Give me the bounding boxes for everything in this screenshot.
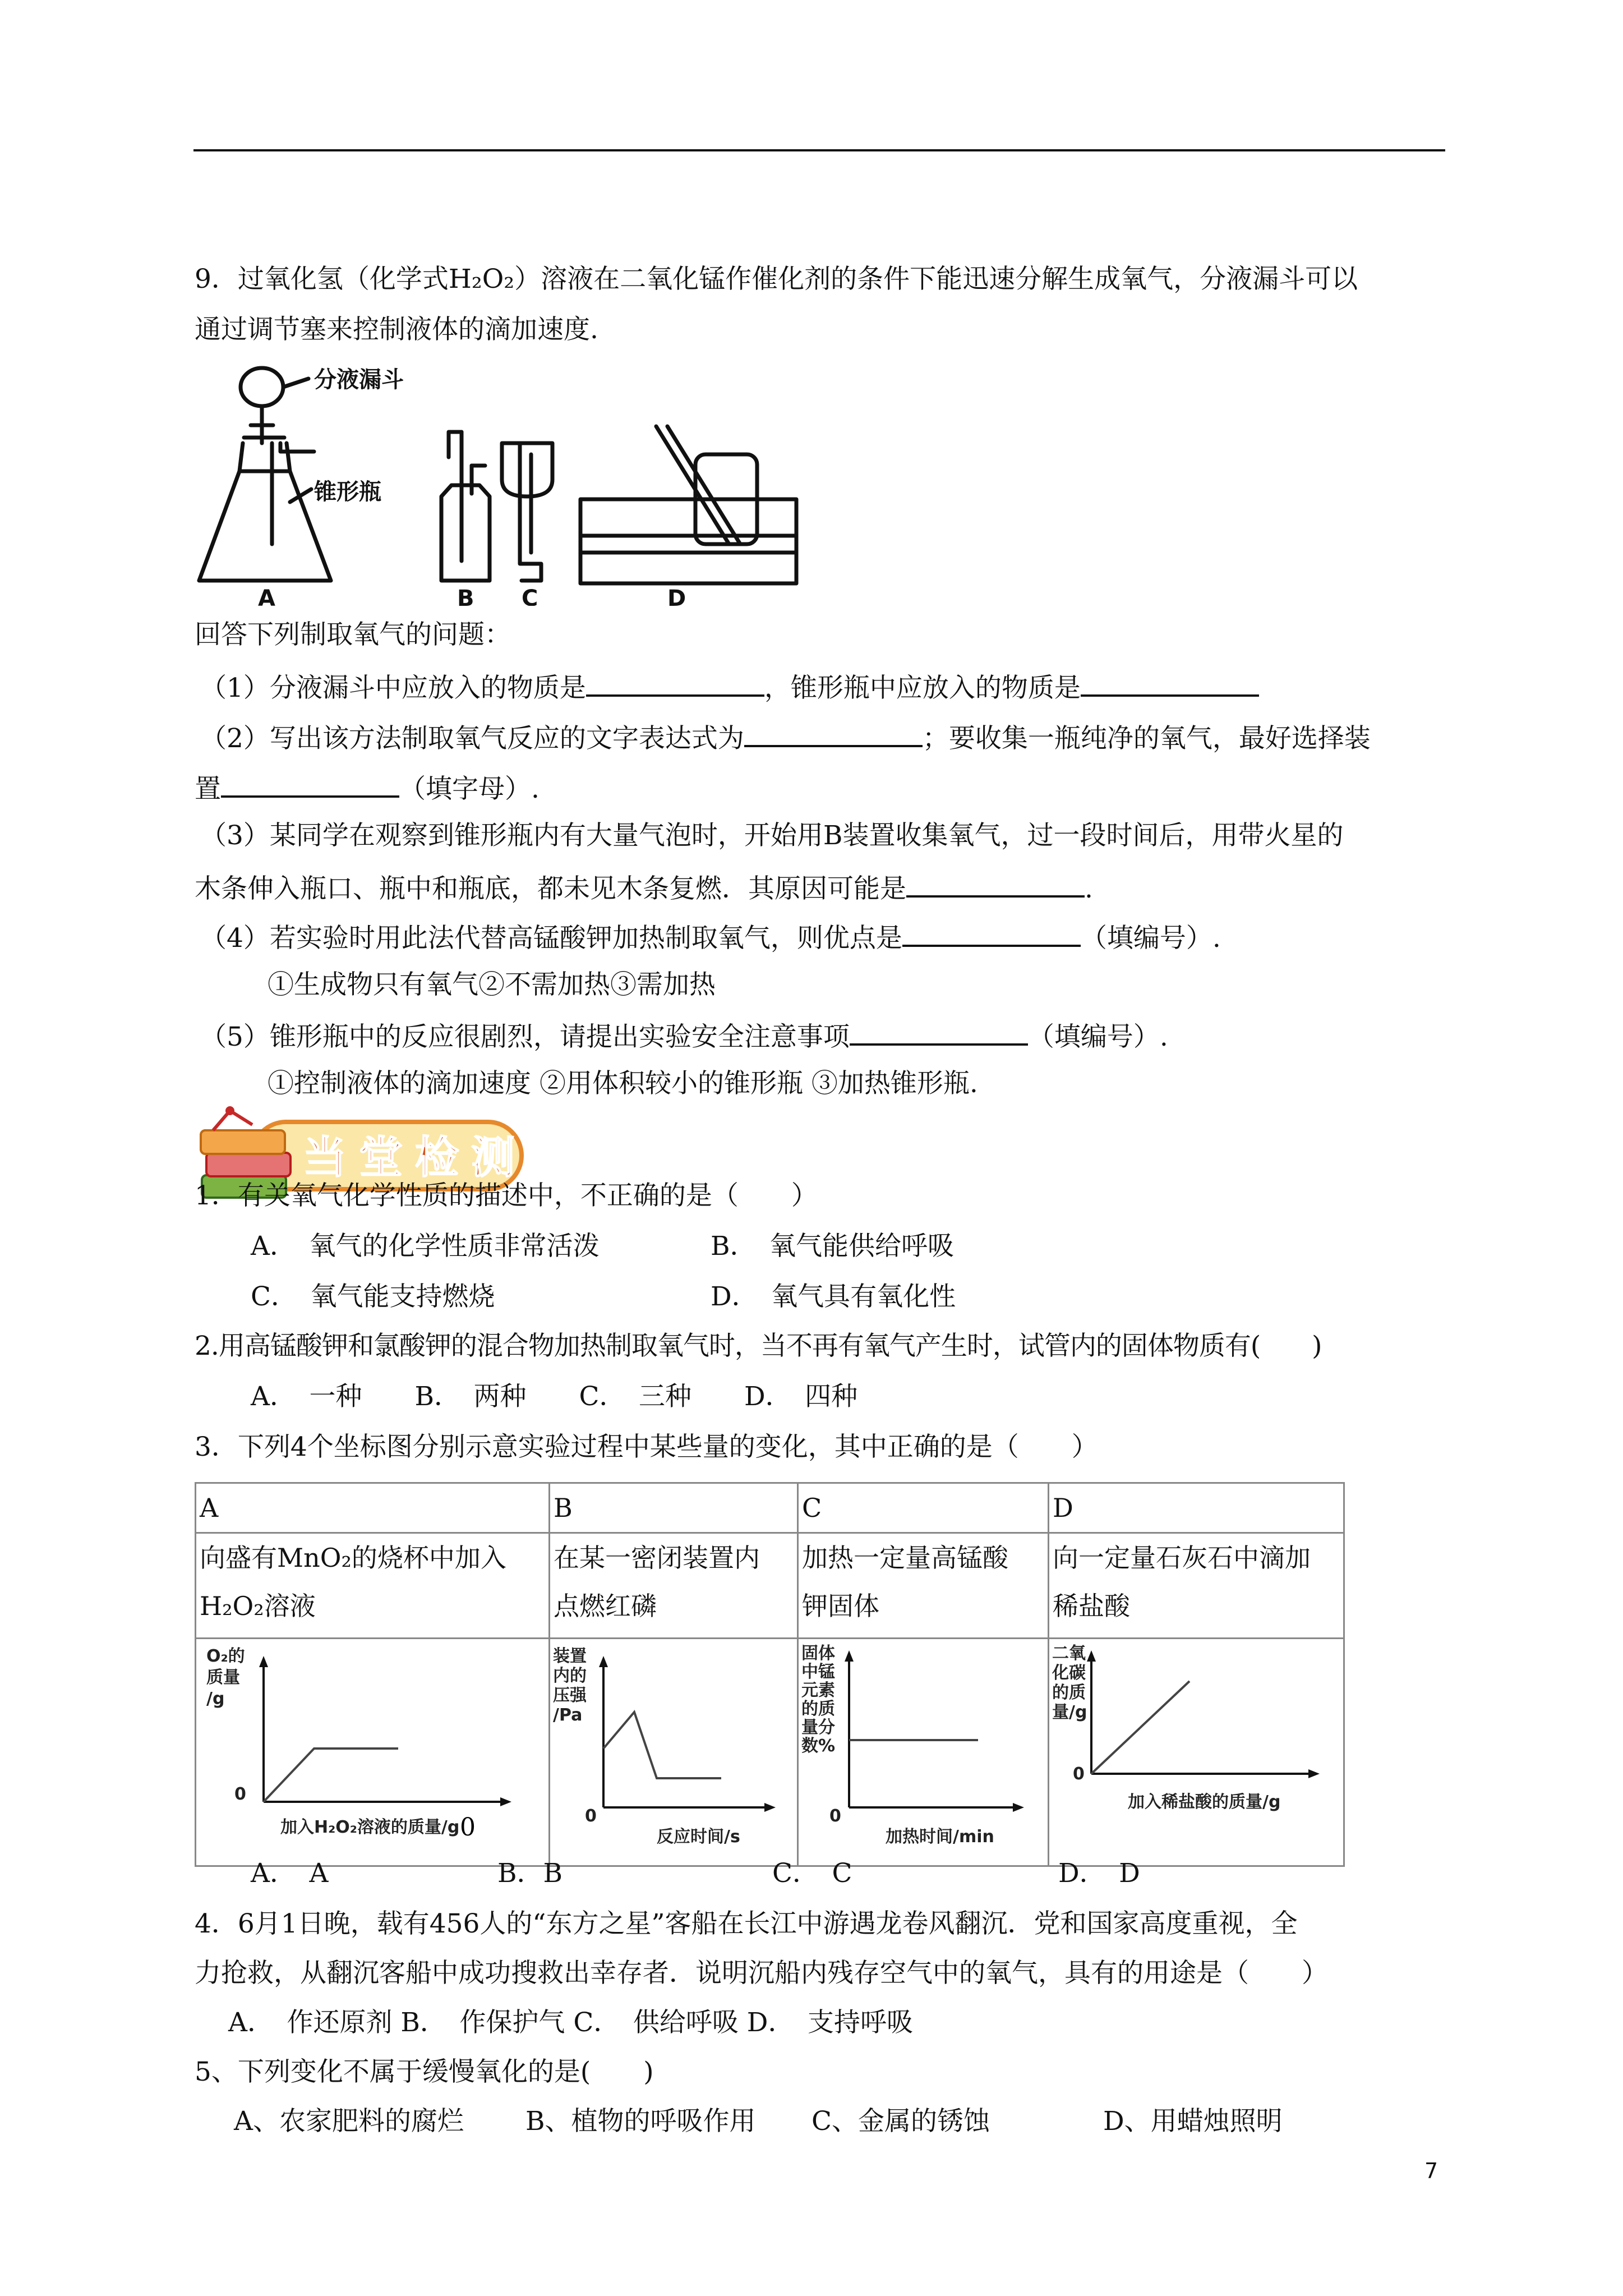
graph-c	[799, 1639, 1046, 1850]
q3-graph-cell-d	[1049, 1639, 1344, 1866]
answer-blank[interactable]	[850, 1018, 1028, 1046]
q5-option-b: B、植物的呼吸作用	[525, 2106, 756, 2137]
funnel-bulb	[241, 368, 283, 406]
answer-blank[interactable]	[586, 669, 764, 697]
svg-text:/g: /g	[206, 1689, 225, 1709]
svg-text:加入H₂O₂溶液的质量/g: 加入H₂O₂溶液的质量/g	[280, 1818, 460, 1837]
flask-body	[199, 443, 331, 581]
svg-text:数%: 数%	[801, 1736, 836, 1756]
apparatus-letter-c: C	[522, 586, 538, 606]
svg-text:化碳: 化碳	[1052, 1663, 1086, 1683]
q5-stem: 5、下列变化不属于缓慢氧化的是( )	[195, 2056, 654, 2087]
apparatus-figure	[188, 359, 906, 606]
q3-answer-a: A． A	[251, 1858, 329, 1889]
svg-text:加入稀盐酸的质量/g: 加入稀盐酸的质量/g	[1128, 1792, 1281, 1812]
q4-options: A． 作还原剂 B． 作保护气 C． 供给呼吸 D． 支持呼吸	[228, 2007, 913, 2038]
svg-text:反应时间/s: 反应时间/s	[657, 1827, 740, 1847]
q3-desc-a: 向盛有MnO₂的烧杯中加入 H₂O₂溶液	[196, 1533, 550, 1639]
q9-prompt: 回答下列制取氧气的问题：	[195, 619, 511, 650]
q5-option-a: A、农家肥料的腐烂	[234, 2106, 464, 2137]
q3-answer-d: D． D	[1058, 1858, 1140, 1889]
q5-option-d: D、用蜡烛照明	[1103, 2106, 1283, 2137]
graph-d-curve	[1091, 1681, 1189, 1774]
graph-a-curve	[264, 1749, 398, 1802]
q3-desc-d: 向一定量石灰石中滴加 稀盐酸	[1049, 1533, 1344, 1639]
q3-answer-b: B．B	[497, 1858, 563, 1889]
q3-graph-cell-b	[550, 1639, 798, 1866]
q9-sub5: （5）锥形瓶中的反应很剧烈，请提出实验安全注意事项 （填编号）.	[200, 1018, 1168, 1054]
section-title: 当堂检测	[303, 1133, 528, 1183]
q2-stem: 2.用高锰酸钾和氯酸钾的混合物加热制取氧气时，当不再有氧气产生时，试管内的固体物质有( )	[195, 1331, 1322, 1361]
q3-header-b: B	[550, 1483, 798, 1533]
label-flask: 锥形瓶	[314, 479, 381, 505]
q1-option-a: A． 氧气的化学性质非常活泼	[251, 1231, 600, 1262]
q1-stem: 1．有关氧气化学性质的描述中，不正确的是（ ）	[195, 1180, 818, 1211]
q1-option-d: D． 氧气具有氧化性	[711, 1281, 956, 1312]
q3-table	[195, 1482, 1345, 1867]
header-rule	[193, 149, 1445, 151]
svg-text:元素: 元素	[801, 1681, 835, 1700]
graph-b	[550, 1639, 796, 1850]
answer-blank[interactable]	[906, 869, 1085, 898]
q9-line1: 9．过氧化氢（化学式H₂O₂）溶液在二氧化锰作催化剂的条件下能迅速分解生成氧气，分液漏斗可以	[195, 264, 1358, 295]
svg-text:二氧: 二氧	[1052, 1644, 1086, 1663]
svg-text:量分: 量分	[801, 1718, 835, 1737]
q1-option-b: B． 氧气能供给呼吸	[711, 1231, 955, 1262]
answer-blank[interactable]	[744, 719, 923, 747]
q9-sub1: （1）分液漏斗中应放入的物质是 ，锥形瓶中应放入的物质是	[200, 669, 1259, 705]
svg-text:0: 0	[1073, 1764, 1085, 1784]
q3-graph-cell-c	[798, 1639, 1049, 1866]
q3-header-a: A	[196, 1483, 550, 1533]
graph-b-curve	[603, 1712, 721, 1778]
graph-a	[196, 1639, 547, 1850]
q9-sub3-line1: （3）某同学在观察到锥形瓶内有大量气泡时，开始用B装置收集氧气，过一段时间后，用带火星的	[200, 820, 1344, 851]
svg-text:加热时间/min: 加热时间/min	[886, 1827, 994, 1847]
q9-sub2: （2）写出该方法制取氧气反应的文字表达式为 ；要收集一瓶纯净的氧气，最好选择装	[200, 719, 1371, 756]
svg-text:装置: 装置	[553, 1646, 587, 1666]
q9-sub4-options: ①生成物只有氧气②不需加热③需加热	[268, 969, 716, 1000]
svg-text:质量: 质量	[206, 1668, 240, 1687]
q3-header-c: C	[798, 1483, 1049, 1533]
svg-text:/Pa: /Pa	[553, 1705, 583, 1725]
q4-line1: 4．6月1日晚，载有456人的“东方之星”客船在长江中游遇龙卷风翻沉．党和国家高度重视，全	[195, 1908, 1298, 1939]
page-number: 7	[1424, 2159, 1438, 2183]
answer-blank[interactable]	[221, 770, 399, 798]
svg-text:的质: 的质	[1052, 1683, 1086, 1703]
q3-desc-c: 加热一定量高锰酸 钾固体	[798, 1533, 1049, 1639]
q4-line2: 力抢救，从翻沉客船中成功搜救出幸存者．说明沉船内残存空气中的氧气，具有的用途是（ ）	[195, 1958, 1328, 1989]
q1-option-c: C． 氧气能支持燃烧	[251, 1281, 495, 1312]
svg-text:0: 0	[585, 1806, 597, 1826]
svg-text:0: 0	[460, 1813, 476, 1842]
svg-text:内的: 内的	[553, 1666, 587, 1686]
label-funnel: 分液漏斗	[314, 367, 404, 393]
svg-text:0: 0	[234, 1784, 246, 1804]
svg-text:O₂的: O₂的	[206, 1646, 245, 1666]
answer-blank[interactable]	[902, 919, 1081, 947]
apparatus-letter-b: B	[457, 586, 474, 606]
q9-sub5-options: ①控制液体的滴加速度 ②用体积较小的锥形瓶 ③加热锥形瓶.	[268, 1068, 978, 1099]
svg-text:量/g: 量/g	[1052, 1703, 1087, 1722]
q3-graph-cell-a	[196, 1639, 550, 1866]
q3-desc-b: 在某一密闭装置内 点燃红磷	[550, 1533, 798, 1639]
apparatus-letter-d: D	[667, 586, 686, 606]
svg-text:0: 0	[829, 1806, 841, 1826]
q2-options: A． 一种 B． 两种 C． 三种 D． 四种	[251, 1381, 858, 1412]
answer-blank[interactable]	[1081, 669, 1259, 697]
svg-text:的质: 的质	[801, 1699, 835, 1719]
graph-d	[1049, 1639, 1342, 1850]
svg-text:压强: 压强	[553, 1686, 587, 1705]
q9-sub4: （4）若实验时用此法代替高锰酸钾加热制取氧气，则优点是 （填编号）.	[200, 919, 1221, 955]
apparatus-letter-a: A	[258, 586, 275, 606]
svg-text:固体: 固体	[801, 1644, 835, 1663]
q9-line2: 通过调节塞来控制液体的滴加速度.	[195, 314, 598, 345]
q5-option-c: C、金属的锈蚀	[811, 2106, 990, 2137]
q3-answer-c: C． C	[772, 1858, 852, 1889]
q3-header-d: D	[1049, 1483, 1344, 1533]
q9-sub3-line2: 木条伸入瓶口、瓶中和瓶底，都未见木条复燃．其原因可能是 .	[195, 869, 1093, 906]
svg-text:中锰: 中锰	[801, 1662, 835, 1682]
q3-stem: 3．下列4个坐标图分别示意实验过程中某些量的变化，其中正确的是（ ）	[195, 1432, 1098, 1462]
q9-sub2-cont: 置 （填字母）.	[195, 770, 540, 806]
